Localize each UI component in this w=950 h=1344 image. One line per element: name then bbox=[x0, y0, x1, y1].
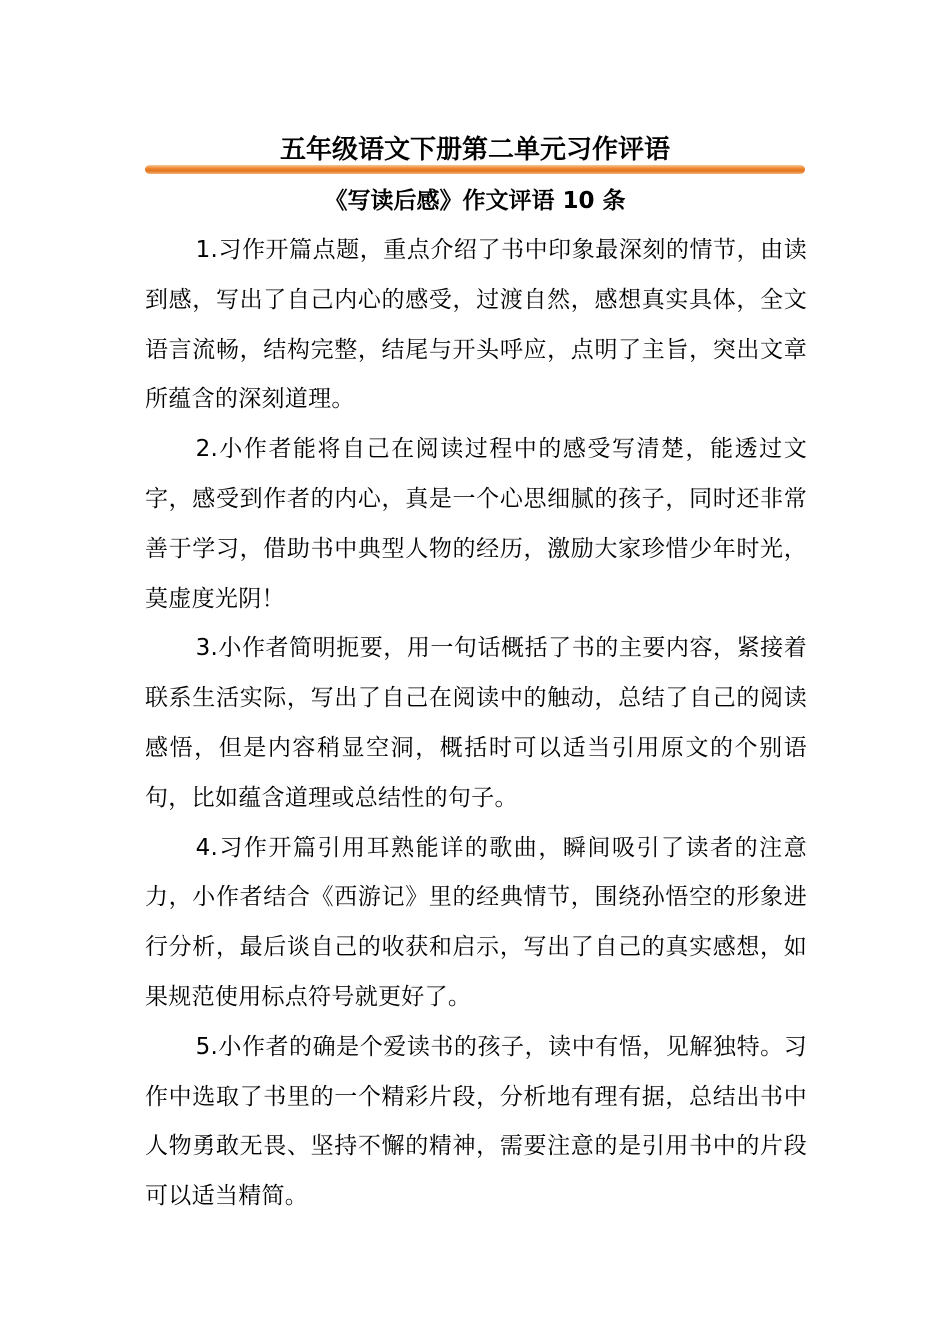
comment-paragraph-2: 2.小作者能将自己在阅读过程中的感受写清楚，能透过文字，感受到作者的内心，真是一个心思细腻的孩子，同时还非常善于学习，借助书中典型人物的经历，激励大家珍惜少年时光，莫虚度光阴！ bbox=[145, 436, 807, 612]
comment-paragraph-4: 4.习作开篇引用耳熟能详的歌曲，瞬间吸引了读者的注意力，小作者结合《西游记》里的经典情节，围绕孙悟空的形象进行分析，最后谈自己的收获和启示，写出了自己的真实感想，如果规范使用标点符号就更好了。 bbox=[145, 834, 807, 1010]
title-underline-rule bbox=[145, 165, 805, 174]
comment-paragraph-3: 3.小作者简明扼要，用一句话概括了书的主要内容，紧接着联系生活实际，写出了自己在阅读中的触动，总结了自己的阅读感悟，但是内容稍显空洞，概括时可以适当引用原文的个别语句，比如蕴含道理或总结性的句子。 bbox=[145, 635, 807, 811]
document-body bbox=[145, 226, 807, 1222]
document-title: 五年级语文下册第二单元习作评语 bbox=[279, 135, 670, 165]
comment-paragraph-5: 5.小作者的确是个爱读书的孩子，读中有悟，见解独特。习作中选取了书里的一个精彩片段，分析地有理有据，总结出书中人物勇敢无畏、坚持不懈的精神，需要注意的是引用书中的片段可以适当精简。 bbox=[145, 1033, 807, 1210]
comment-paragraph-1: 1.习作开篇点题，重点介绍了书中印象最深刻的情节，由读到感，写出了自己内心的感受，过渡自然，感想真实具体，全文语言流畅，结构完整，结尾与开头呼应，点明了主旨，突出文章所蕴含的深刻道理。 bbox=[145, 237, 807, 413]
document-subtitle: 《写读后感》作文评语 10 条 bbox=[324, 188, 626, 214]
